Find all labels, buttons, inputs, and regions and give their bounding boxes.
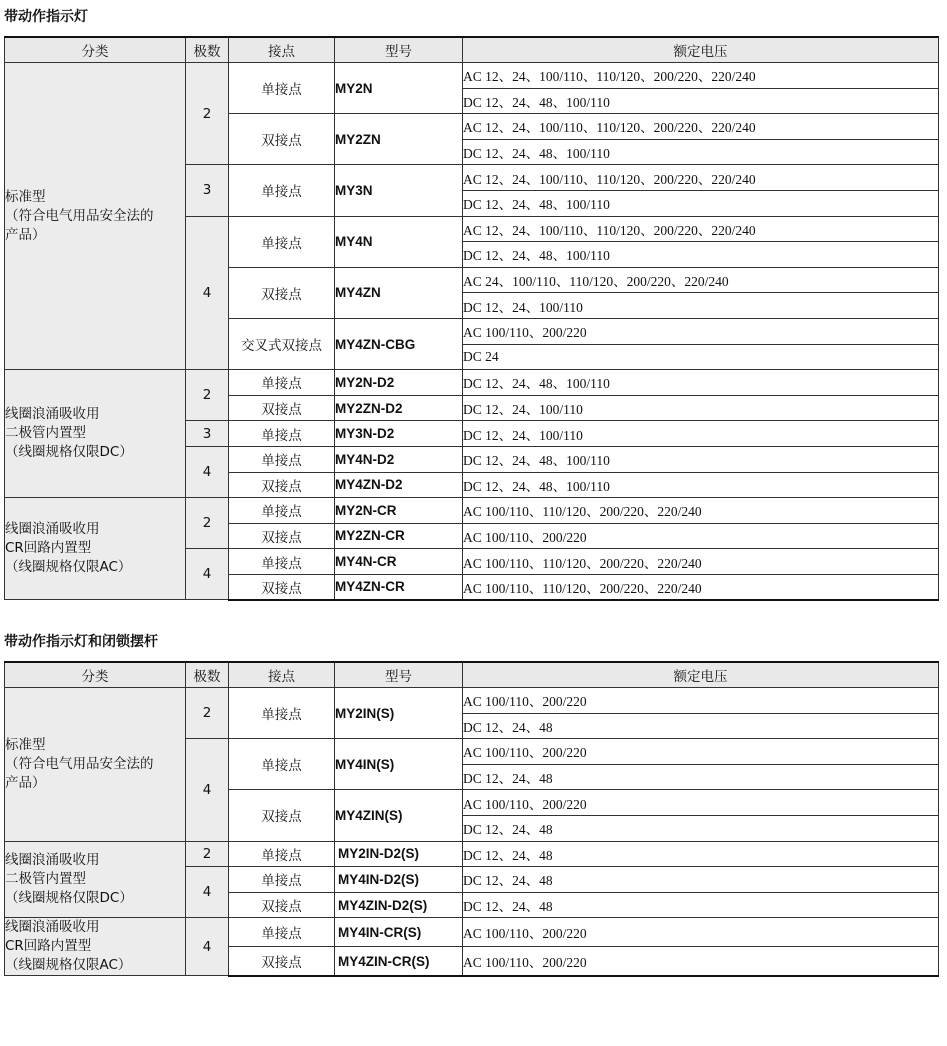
pole-count: 4	[186, 739, 229, 841]
section2-title: 带动作指示灯和闭锁摆杆	[4, 634, 158, 650]
category-text: 线圈浪涌吸收用	[5, 406, 100, 423]
table-row	[5, 498, 939, 524]
column-header: 接点	[229, 662, 335, 688]
table-row	[5, 918, 939, 947]
pole-count: 4	[186, 918, 229, 976]
rated-voltage: DC 12、24、48	[463, 867, 939, 893]
rated-voltage: DC 12、24、48	[463, 764, 939, 790]
category-text: CR回路内置型	[5, 540, 92, 557]
contact-type: 单接点	[229, 688, 335, 739]
rated-voltage: DC 12、24、48、100/110	[463, 446, 939, 472]
contact-type: 双接点	[229, 472, 335, 498]
contact-type: 双接点	[229, 790, 335, 841]
model-number: MY2ZN	[335, 114, 463, 165]
rated-voltage: AC 12、24、100/110、110/120、200/220、220/240	[463, 165, 939, 191]
column-header: 接点	[229, 37, 335, 63]
category-cell	[5, 498, 186, 600]
pole-count: 2	[186, 63, 229, 165]
category-text: 线圈浪涌吸收用	[5, 919, 100, 936]
rated-voltage: AC 100/110、200/220	[463, 739, 939, 765]
contact-type: 单接点	[229, 63, 335, 114]
section1-title: 带动作指示灯	[4, 9, 88, 25]
model-number: MY4ZN-CBG	[335, 318, 463, 369]
category-text: （线圈规格仅限DC）	[5, 889, 133, 906]
category-text: （线圈规格仅限DC）	[5, 444, 133, 461]
category-cell	[5, 918, 186, 976]
model-number: MY3N	[335, 165, 463, 216]
contact-type: 双接点	[229, 114, 335, 165]
rated-voltage: DC 12、24、48	[463, 815, 939, 841]
contact-type: 单接点	[229, 549, 335, 575]
rated-voltage: DC 12、24、48、100/110	[463, 472, 939, 498]
rated-voltage: DC 12、24、48	[463, 841, 939, 867]
pole-count: 2	[186, 841, 229, 867]
model-number: MY2N	[335, 63, 463, 114]
category-text: 二极管内置型	[5, 870, 86, 887]
pole-count: 4	[186, 867, 229, 918]
rated-voltage: DC 12、24、100/110	[463, 293, 939, 319]
rated-voltage: DC 12、24、48、100/110	[463, 190, 939, 216]
table-header-row	[5, 662, 939, 688]
model-number: MY2IN(S)	[335, 688, 463, 739]
pole-count: 4	[186, 446, 229, 497]
category-text: （线圈规格仅限AC）	[5, 957, 132, 974]
rated-voltage: DC 12、24、48、100/110	[463, 242, 939, 268]
category-text: 产品）	[5, 226, 46, 243]
category-text: CR回路内置型	[5, 938, 92, 955]
rated-voltage: AC 100/110、110/120、200/220、220/240	[463, 498, 939, 524]
category-text: 线圈浪涌吸收用	[5, 521, 100, 538]
rated-voltage: AC 100/110、200/220	[463, 523, 939, 549]
spec-table-indicator-lock-lever	[4, 661, 939, 977]
pole-count: 3	[186, 165, 229, 216]
column-header: 型号	[335, 37, 463, 63]
category-text: （符合电气用品安全法的	[5, 207, 154, 224]
category-text: （符合电气用品安全法的	[5, 755, 154, 772]
category-text: 标准型	[5, 188, 46, 205]
pole-count: 2	[186, 370, 229, 421]
column-header: 额定电压	[463, 662, 939, 688]
model-number: MY4IN(S)	[335, 739, 463, 790]
model-number: MY4ZN-D2	[335, 472, 463, 498]
contact-type: 单接点	[229, 867, 335, 893]
rated-voltage: DC 12、24、48、100/110	[463, 370, 939, 396]
rated-voltage: AC 12、24、100/110、110/120、200/220、220/240	[463, 114, 939, 140]
rated-voltage: AC 100/110、200/220	[463, 688, 939, 714]
contact-type: 单接点	[229, 739, 335, 790]
rated-voltage: AC 100/110、200/220	[463, 947, 939, 976]
model-number: MY4ZN-CR	[335, 574, 463, 600]
table-row	[5, 370, 939, 396]
model-number: MY4N-CR	[335, 549, 463, 575]
contact-type: 单接点	[229, 370, 335, 396]
contact-type: 单接点	[229, 498, 335, 524]
spec-table-indicator	[4, 36, 939, 601]
rated-voltage: DC 12、24、100/110	[463, 395, 939, 421]
column-header: 型号	[335, 662, 463, 688]
table-row	[5, 63, 939, 89]
rated-voltage: AC 24、100/110、110/120、200/220、220/240	[463, 267, 939, 293]
column-header: 分类	[5, 662, 186, 688]
category-text: 二极管内置型	[5, 425, 86, 442]
contact-type: 单接点	[229, 918, 335, 947]
rated-voltage: DC 12、24、48、100/110	[463, 139, 939, 165]
model-number: MY4IN-D2(S)	[335, 867, 463, 893]
rated-voltage: AC 12、24、100/110、110/120、200/220、220/240	[463, 216, 939, 242]
column-header: 极数	[186, 37, 229, 63]
category-text: 产品）	[5, 774, 46, 791]
category-cell	[5, 841, 186, 918]
pole-count: 2	[186, 688, 229, 739]
table-row	[5, 841, 939, 867]
rated-voltage: AC 100/110、110/120、200/220、220/240	[463, 574, 939, 600]
pole-count: 4	[186, 216, 229, 370]
contact-type: 双接点	[229, 523, 335, 549]
rated-voltage: AC 12、24、100/110、110/120、200/220、220/240	[463, 63, 939, 89]
model-number: MY2N-CR	[335, 498, 463, 524]
column-header: 额定电压	[463, 37, 939, 63]
category-cell	[5, 63, 186, 370]
rated-voltage: DC 12、24、100/110	[463, 421, 939, 447]
contact-type: 双接点	[229, 395, 335, 421]
model-number: MY4IN-CR(S)	[335, 918, 463, 947]
category-text: 线圈浪涌吸收用	[5, 851, 100, 868]
pole-count: 3	[186, 421, 229, 447]
category-cell	[5, 688, 186, 842]
model-number: MY2ZN-D2	[335, 395, 463, 421]
category-cell	[5, 370, 186, 498]
model-number: MY3N-D2	[335, 421, 463, 447]
contact-type: 单接点	[229, 421, 335, 447]
model-number: MY2ZN-CR	[335, 523, 463, 549]
model-number: MY4ZIN(S)	[335, 790, 463, 841]
model-number: MY4ZN	[335, 267, 463, 318]
model-number: MY4N-D2	[335, 446, 463, 472]
contact-type: 双接点	[229, 892, 335, 918]
contact-type: 双接点	[229, 947, 335, 976]
contact-type: 单接点	[229, 841, 335, 867]
model-number: MY4ZIN-D2(S)	[335, 892, 463, 918]
rated-voltage: AC 100/110、110/120、200/220、220/240	[463, 549, 939, 575]
rated-voltage: AC 100/110、200/220	[463, 790, 939, 816]
contact-type: 单接点	[229, 216, 335, 267]
column-header: 分类	[5, 37, 186, 63]
contact-type: 双接点	[229, 574, 335, 600]
rated-voltage: DC 12、24、48、100/110	[463, 88, 939, 114]
pole-count: 4	[186, 549, 229, 600]
contact-type: 单接点	[229, 165, 335, 216]
contact-type: 双接点	[229, 267, 335, 318]
rated-voltage: DC 12、24、48	[463, 892, 939, 918]
table-row	[5, 688, 939, 714]
category-text: （线圈规格仅限AC）	[5, 559, 132, 576]
pole-count: 2	[186, 498, 229, 549]
model-number: MY2IN-D2(S)	[335, 841, 463, 867]
rated-voltage: DC 24	[463, 344, 939, 370]
contact-type: 交叉式双接点	[229, 318, 335, 369]
category-text: 标准型	[5, 736, 46, 753]
rated-voltage: DC 12、24、48	[463, 713, 939, 739]
model-number: MY4N	[335, 216, 463, 267]
model-number: MY4ZIN-CR(S)	[335, 947, 463, 976]
table-header-row	[5, 37, 939, 63]
model-number: MY2N-D2	[335, 370, 463, 396]
column-header: 极数	[186, 662, 229, 688]
rated-voltage: AC 100/110、200/220	[463, 918, 939, 947]
rated-voltage: AC 100/110、200/220	[463, 318, 939, 344]
contact-type: 单接点	[229, 446, 335, 472]
